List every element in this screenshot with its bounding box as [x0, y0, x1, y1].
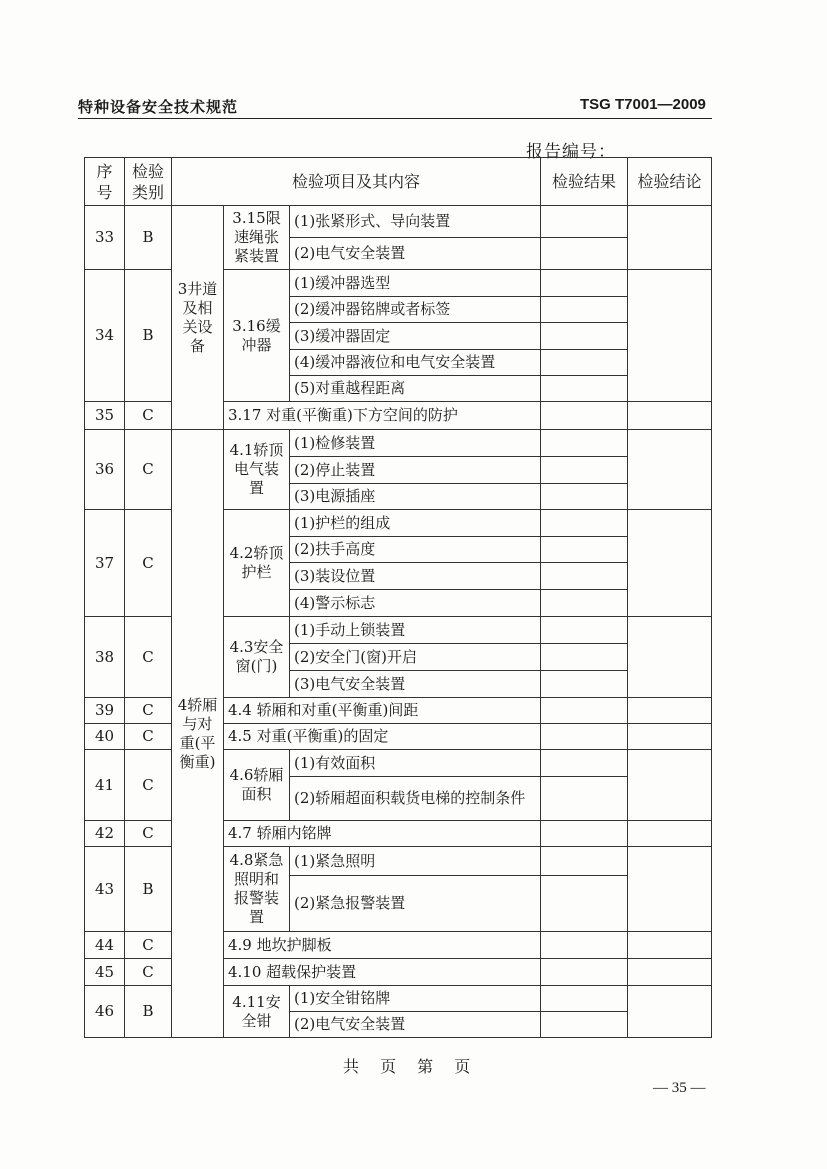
seq-cell: 46 — [85, 986, 125, 1038]
category-cell: C — [125, 402, 172, 430]
item-cell: (2)停止装置 — [290, 457, 541, 484]
item-cell: (1)有效面积 — [290, 750, 541, 777]
seq-cell: 41 — [85, 750, 125, 821]
conclusion-cell[interactable] — [628, 430, 712, 510]
conclusion-cell[interactable] — [628, 986, 712, 1038]
category-cell: B — [125, 986, 172, 1038]
conclusion-cell[interactable] — [628, 750, 712, 821]
seq-cell: 38 — [85, 617, 125, 698]
result-cell[interactable] — [541, 484, 628, 510]
result-cell[interactable] — [541, 847, 628, 876]
conclusion-cell[interactable] — [628, 206, 712, 270]
item-cell: (3)电源插座 — [290, 484, 541, 510]
item-cell: 4.9 地坎护脚板 — [224, 932, 541, 959]
conclusion-cell[interactable] — [628, 821, 712, 847]
result-cell[interactable] — [541, 1012, 628, 1038]
header-conclusion: 检验结论 — [628, 158, 712, 206]
item-cell: (2)安全门(窗)开启 — [290, 644, 541, 671]
group-shaft-equipment: 3井道及相关设备 — [172, 206, 224, 430]
result-cell[interactable] — [541, 876, 628, 932]
category-cell: C — [125, 932, 172, 959]
category-cell: B — [125, 847, 172, 932]
result-cell[interactable] — [541, 777, 628, 821]
item-cell: (2)电气安全装置 — [290, 1012, 541, 1038]
section-cell: 3.15限速绳张紧装置 — [224, 206, 290, 270]
conclusion-cell[interactable] — [628, 932, 712, 959]
category-cell: C — [125, 750, 172, 821]
item-cell: (4)缓冲器液位和电气安全装置 — [290, 350, 541, 376]
seq-cell: 42 — [85, 821, 125, 847]
section-cell: 4.11安全钳 — [224, 986, 290, 1038]
item-cell: (1)安全钳铭牌 — [290, 986, 541, 1012]
report-number-label: 报告编号： — [526, 142, 616, 162]
seq-cell: 40 — [85, 724, 125, 750]
table-row — [85, 430, 712, 457]
result-cell[interactable] — [541, 510, 628, 537]
result-cell[interactable] — [541, 297, 628, 323]
section-cell: 4.3安全窗(门) — [224, 617, 290, 698]
seq-cell: 44 — [85, 932, 125, 959]
item-cell: (1)缓冲器选型 — [290, 270, 541, 297]
item-cell: (2)轿厢超面积载货电梯的控制条件 — [290, 777, 541, 821]
result-cell[interactable] — [541, 590, 628, 617]
category-cell: C — [125, 698, 172, 724]
category-cell: C — [125, 510, 172, 617]
section-cell: 4.1轿顶电气装置 — [224, 430, 290, 510]
item-cell: 4.7 轿厢内铭牌 — [224, 821, 541, 847]
category-cell: B — [125, 206, 172, 270]
item-cell: (3)装设位置 — [290, 563, 541, 590]
table-row — [85, 206, 712, 238]
table-header-row — [85, 158, 712, 206]
item-cell: (2)扶手高度 — [290, 537, 541, 563]
conclusion-cell[interactable] — [628, 959, 712, 986]
seq-cell: 45 — [85, 959, 125, 986]
header-rule — [78, 118, 712, 119]
item-cell: (1)手动上锁装置 — [290, 617, 541, 644]
section-cell: 4.6轿厢面积 — [224, 750, 290, 821]
item-cell: (3)电气安全装置 — [290, 671, 541, 698]
item-cell: (1)护栏的组成 — [290, 510, 541, 537]
item-cell: (2)电气安全装置 — [290, 238, 541, 270]
result-cell[interactable] — [541, 724, 628, 750]
result-cell[interactable] — [541, 617, 628, 644]
spec-title: 特种设备安全技术规范 — [78, 98, 239, 116]
result-cell[interactable] — [541, 430, 628, 457]
conclusion-cell[interactable] — [628, 402, 712, 430]
item-cell: (2)紧急报警装置 — [290, 876, 541, 932]
result-cell[interactable] — [541, 644, 628, 671]
section-cell: 4.2轿顶护栏 — [224, 510, 290, 617]
seq-cell: 35 — [85, 402, 125, 430]
seq-cell: 43 — [85, 847, 125, 932]
result-cell[interactable] — [541, 206, 628, 238]
category-cell: C — [125, 724, 172, 750]
result-cell[interactable] — [541, 457, 628, 484]
seq-cell: 33 — [85, 206, 125, 270]
seq-cell: 34 — [85, 270, 125, 402]
item-cell: 4.4 轿厢和对重(平衡重)间距 — [224, 698, 541, 724]
item-cell: (4)警示标志 — [290, 590, 541, 617]
result-cell[interactable] — [541, 750, 628, 777]
result-cell[interactable] — [541, 671, 628, 698]
section-cell: 3.16缓冲器 — [224, 270, 290, 402]
conclusion-cell[interactable] — [628, 270, 712, 402]
result-cell[interactable] — [541, 376, 628, 402]
result-cell[interactable] — [541, 350, 628, 376]
result-cell[interactable] — [541, 821, 628, 847]
seq-cell: 39 — [85, 698, 125, 724]
result-cell[interactable] — [541, 959, 628, 986]
header-category: 检验类别 — [125, 158, 172, 206]
item-cell: 3.17 对重(平衡重)下方空间的防护 — [224, 402, 541, 430]
item-cell: (1)检修装置 — [290, 430, 541, 457]
item-cell: (5)对重越程距离 — [290, 376, 541, 402]
category-cell: C — [125, 617, 172, 698]
conclusion-cell[interactable] — [628, 510, 712, 617]
seq-cell: 37 — [85, 510, 125, 617]
item-cell: (1)张紧形式、导向装置 — [290, 206, 541, 238]
seq-cell: 36 — [85, 430, 125, 510]
spec-code: TSG T7001—2009 — [580, 96, 706, 113]
result-cell[interactable] — [541, 323, 628, 350]
category-cell: C — [125, 430, 172, 510]
item-cell: (2)缓冲器铭牌或者标签 — [290, 297, 541, 323]
page-number: — 35 — — [653, 1080, 706, 1096]
category-cell: C — [125, 959, 172, 986]
result-cell[interactable] — [541, 932, 628, 959]
category-cell: C — [125, 821, 172, 847]
inspection-table — [84, 157, 712, 1038]
result-cell[interactable] — [541, 563, 628, 590]
page-count-line: 共 页 第 页 — [343, 1057, 473, 1076]
conclusion-cell[interactable] — [628, 698, 712, 724]
conclusion-cell[interactable] — [628, 724, 712, 750]
category-cell: B — [125, 270, 172, 402]
result-cell[interactable] — [541, 537, 628, 563]
item-cell: 4.10 超载保护装置 — [224, 959, 541, 986]
result-cell[interactable] — [541, 986, 628, 1012]
item-cell: (1)紧急照明 — [290, 847, 541, 876]
header-result: 检验结果 — [541, 158, 628, 206]
item-cell: (3)缓冲器固定 — [290, 323, 541, 350]
conclusion-cell[interactable] — [628, 617, 712, 698]
header-item: 检验项目及其内容 — [172, 158, 541, 206]
result-cell[interactable] — [541, 238, 628, 270]
header-seq: 序号 — [85, 158, 125, 206]
result-cell[interactable] — [541, 270, 628, 297]
group-car-counterweight: 4轿厢与对重(平衡重) — [172, 430, 224, 1038]
section-cell: 4.8紧急照明和报警装置 — [224, 847, 290, 932]
conclusion-cell[interactable] — [628, 847, 712, 932]
item-cell: 4.5 对重(平衡重)的固定 — [224, 724, 541, 750]
result-cell[interactable] — [541, 698, 628, 724]
result-cell[interactable] — [541, 402, 628, 430]
